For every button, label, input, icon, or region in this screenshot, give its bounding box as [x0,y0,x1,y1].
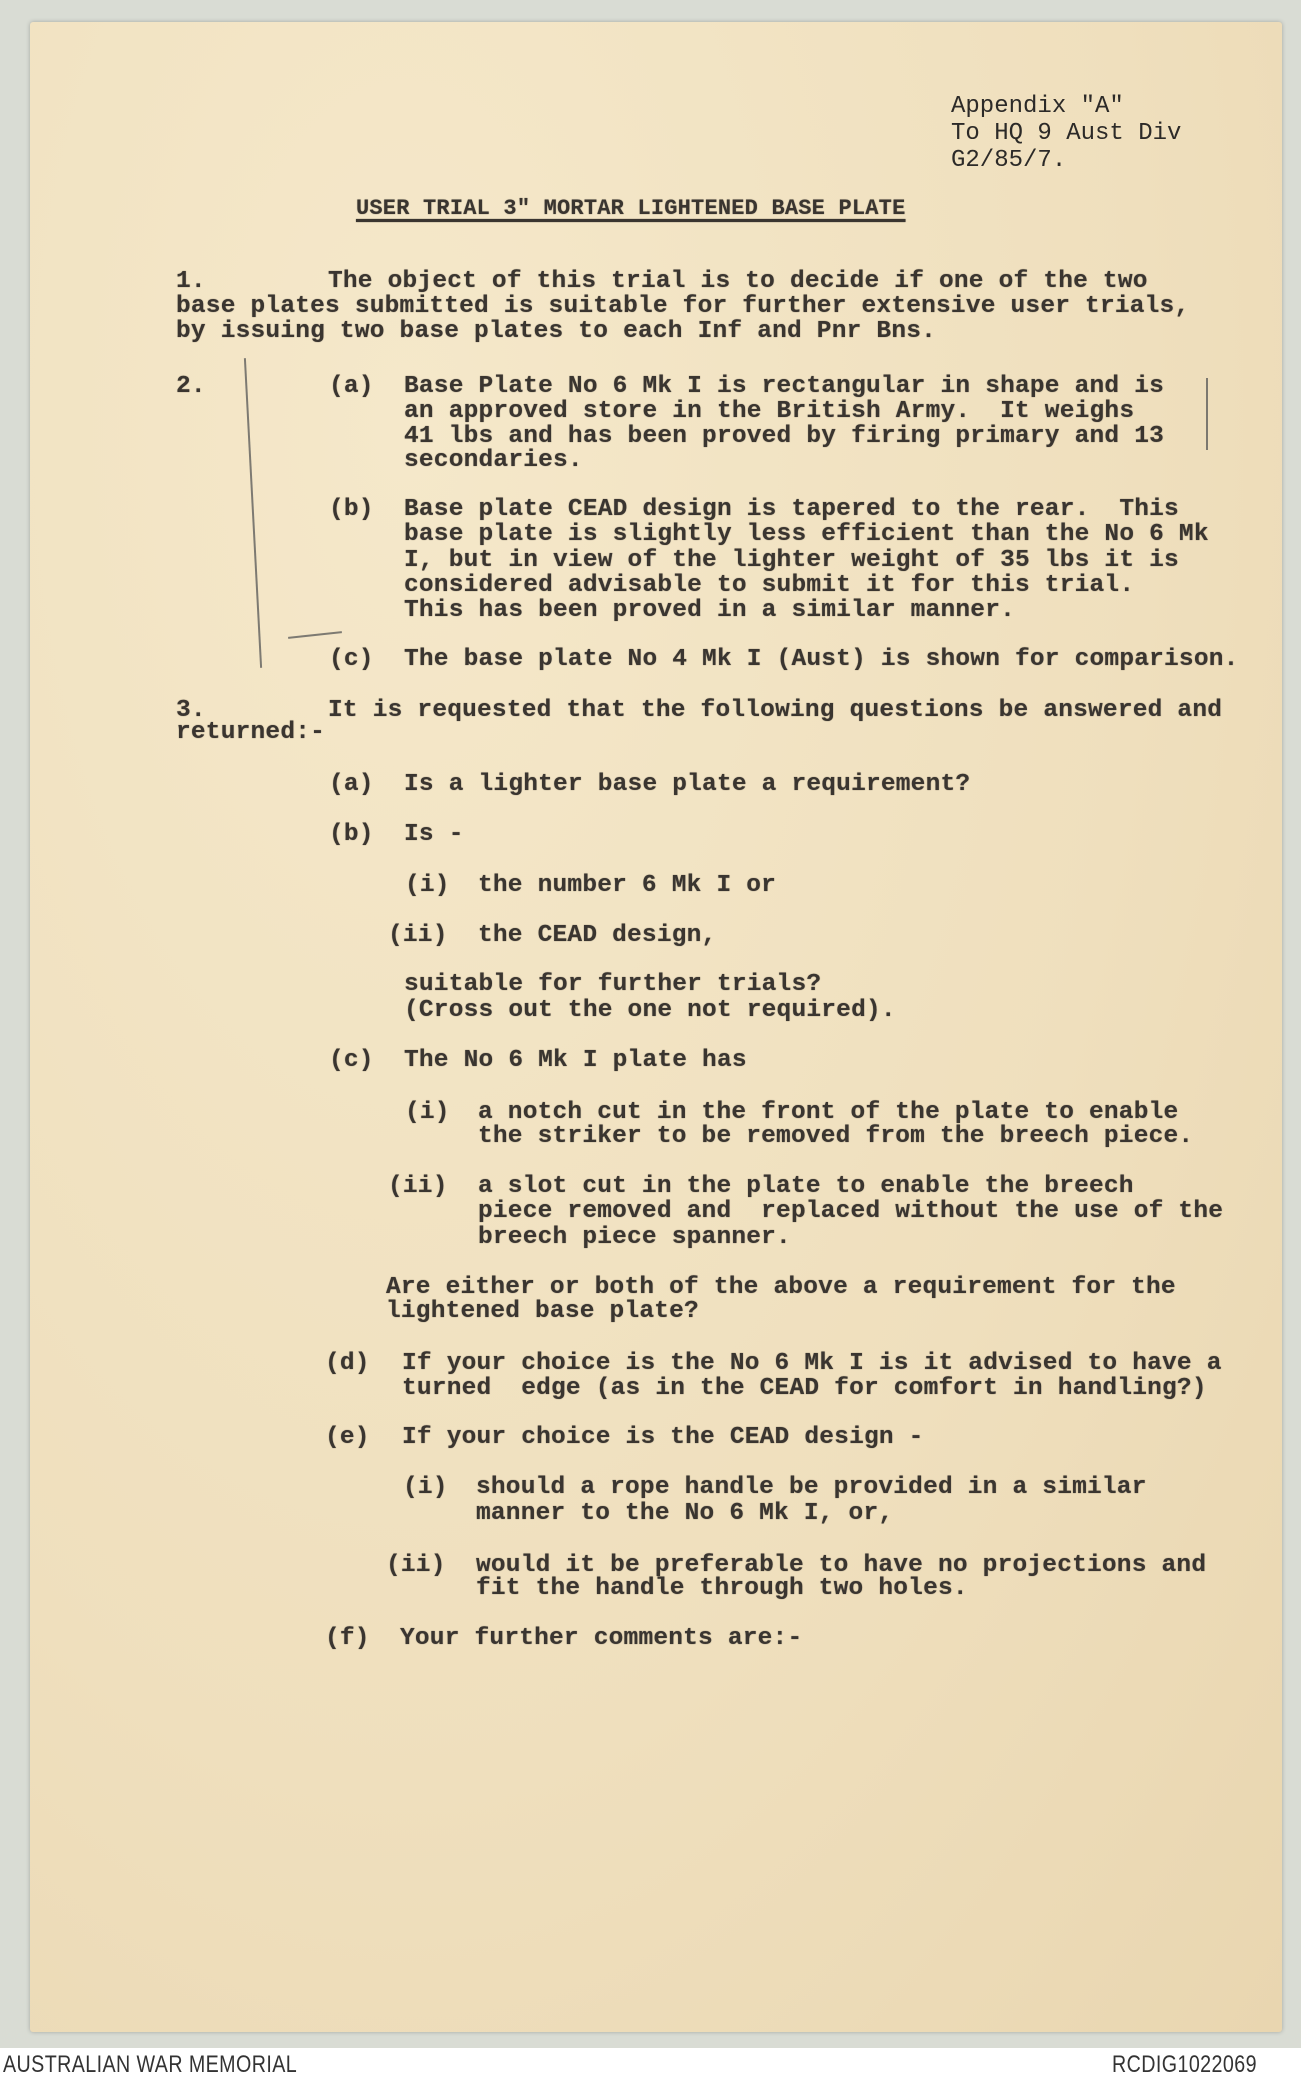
subitem-label: (i) [405,872,450,899]
pencil-margin-mark [1206,378,1208,450]
item-line: turned edge (as in the CEAD for comfort in handling?) [402,1375,1207,1402]
item-line: If your choice is the CEAD design - [402,1424,924,1451]
subitem-line: would it be preferable to have no projections and [476,1552,1207,1579]
para-number: 2. [176,373,206,400]
item-label: (f) [325,1625,370,1652]
item-line: base plate is slightly less efficient than the No 6 Mk [404,521,1209,548]
institution-name: AUSTRALIAN WAR MEMORIAL [3,2051,298,2078]
item-label: (d) [325,1350,370,1377]
subitem-label: (ii) [388,1173,448,1200]
subitem-line: should a rope handle be provided in a similar [476,1474,1147,1501]
item-label: (a) [329,771,374,798]
item-line: Base Plate No 6 Mk I is rectangular in shape and is [404,373,1165,400]
item-line: suitable for further trials? [404,971,822,998]
item-line: secondaries. [404,447,583,474]
appendix-line: Appendix "A" [951,93,1124,120]
document-title: USER TRIAL 3" MORTAR LIGHTENED BASE PLATE [356,196,906,221]
record-id: RCDIG1022069 [1112,2051,1257,2078]
item-label: (c) [329,1047,374,1074]
item-label: (b) [329,496,374,523]
item-line: I, but in view of the lighter weight of 35 lbs it is [404,547,1179,574]
item-line: an approved store in the British Army. It weighs [404,398,1135,425]
item-line: The No 6 Mk I plate has [404,1047,747,1074]
item-line: considered advisable to submit it for this trial. [404,572,1135,599]
para-line: base plates submitted is suitable for further extensive user trials, [176,293,1190,320]
subitem-line: the CEAD design, [478,922,717,949]
item-line: Your further comments are:- [400,1625,803,1652]
para-number: 3. [176,697,206,724]
subitem-label: (i) [403,1474,448,1501]
item-line: Are either or both of the above a requirement for the [386,1274,1176,1301]
archive-footer [0,2048,1301,2082]
item-line: Base plate CEAD design is tapered to the rear. This [404,496,1179,523]
subitem-label: (ii) [388,922,448,949]
item-line: Is - [404,821,464,848]
item-line: This has been proved in a similar manner. [404,597,1015,624]
item-line: 41 lbs and has been proved by firing primary and 13 [404,423,1165,450]
subitem-label: (ii) [386,1552,446,1579]
item-line: The base plate No 4 Mk I (Aust) is shown for comparison. [404,646,1239,673]
item-line: lightened base plate? [386,1298,699,1325]
item-label: (c) [329,646,374,673]
para-line: The object of this trial is to decide if one of the two [328,268,1148,295]
para-number: 1. [176,268,206,295]
subitem-line: fit the handle through two holes. [476,1575,968,1602]
item-line: Is a lighter base plate a requirement? [404,771,971,798]
item-label: (b) [329,821,374,848]
subitem-line: a slot cut in the plate to enable the breech [478,1173,1134,1200]
recipient-line: To HQ 9 Aust Div [951,120,1182,147]
item-label: (e) [325,1424,370,1451]
subitem-line: breech piece spanner. [478,1224,791,1251]
para-line: It is requested that the following questions be answered and [328,697,1223,724]
subitem-label: (i) [405,1099,450,1126]
subitem-line: a notch cut in the front of the plate to enable [478,1099,1179,1126]
para-line: by issuing two base plates to each Inf and Pnr Bns. [176,318,937,345]
item-label: (a) [329,373,374,400]
subitem-line: the striker to be removed from the breech piece. [478,1123,1194,1150]
subitem-line: piece removed and replaced without the use of the [478,1198,1224,1225]
item-line: If your choice is the No 6 Mk I is it advised to have a [402,1350,1222,1377]
para-line: returned:- [176,719,326,746]
subitem-line: the number 6 Mk I or [478,872,777,899]
reference-line: G2/85/7. [951,147,1067,174]
subitem-line: manner to the No 6 Mk I, or, [476,1500,894,1527]
item-line: (Cross out the one not required). [404,997,896,1024]
